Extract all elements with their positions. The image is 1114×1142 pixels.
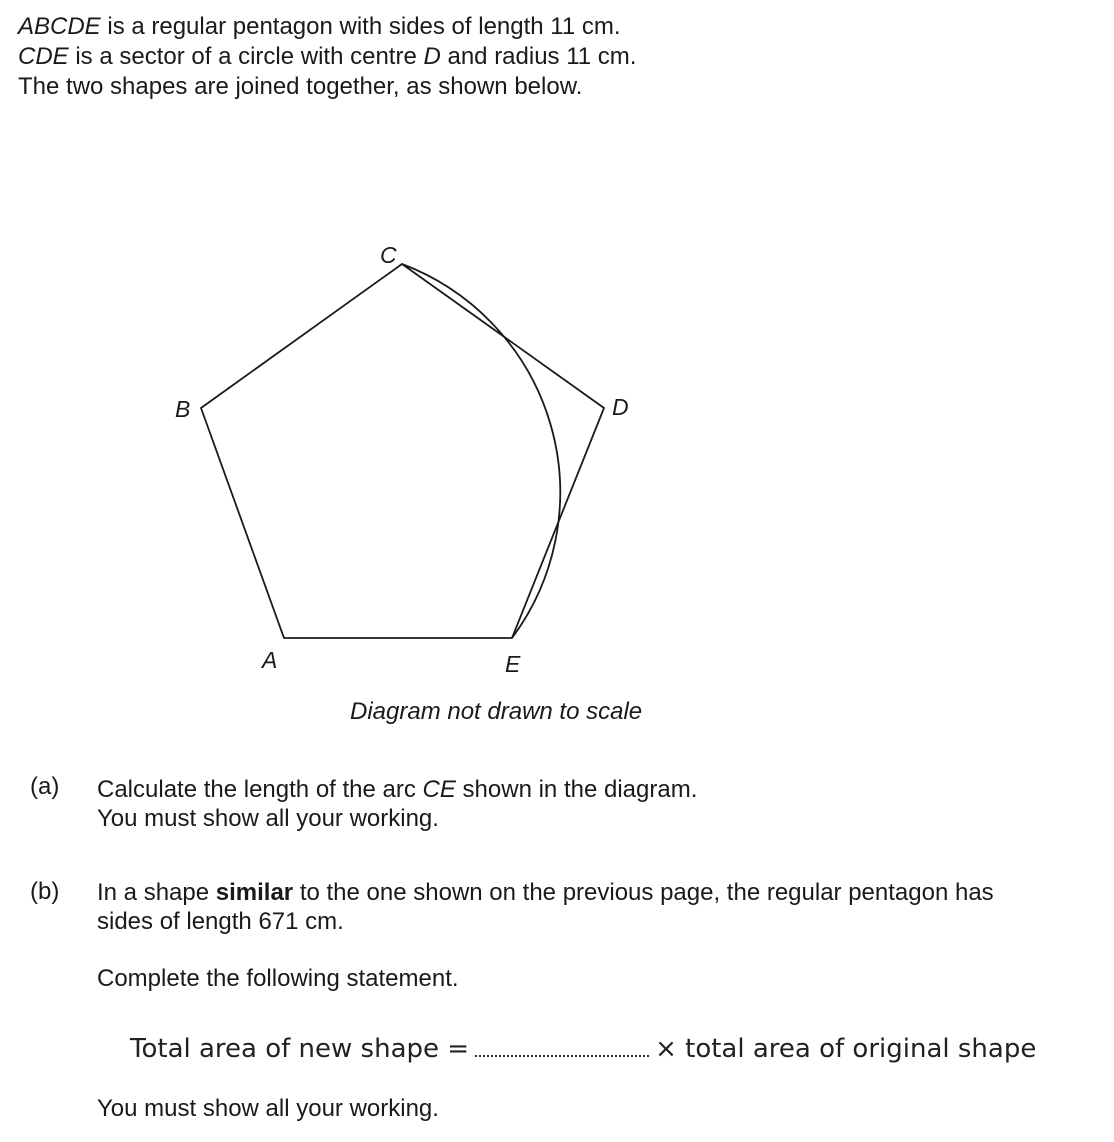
part-b-label: (b)	[30, 878, 60, 905]
vertex-label-e: E	[505, 651, 521, 677]
vertex-label-b: B	[175, 396, 191, 422]
part-a-line-2: You must show all your working.	[97, 805, 439, 832]
statement-right: × total area of original shape	[655, 1034, 1037, 1064]
vertex-label-c: C	[380, 242, 397, 268]
part-b-instruction: Complete the following statement.	[97, 965, 459, 992]
part-b-line-2: sides of length 671 cm.	[97, 908, 344, 935]
intro-line-3: The two shapes are joined together, as shown below.	[18, 73, 583, 100]
vertex-label-d: D	[612, 394, 629, 420]
part-a-text	[97, 775, 697, 833]
intro-line-1: ABCDE is a regular pentagon with sides of length 11 cm.	[18, 13, 621, 40]
intro-line-2: CDE is a sector of a circle with centre D and radius 11 cm.	[18, 43, 637, 70]
diagram-caption: Diagram not drawn to scale	[350, 698, 643, 725]
part-a-label: (a)	[30, 773, 60, 800]
part-b-line-1: In a shape similar to the one shown on the previous page, the regular pentagon has	[97, 879, 994, 906]
answer-blank[interactable]	[475, 1033, 649, 1057]
vertex-label-a: A	[262, 647, 278, 673]
statement-left: Total area of new shape =	[130, 1034, 470, 1064]
part-a-line-1: Calculate the length of the arc CE shown in the diagram.	[97, 776, 698, 803]
part-b-text	[97, 878, 994, 936]
part-b-working-note: You must show all your working.	[97, 1095, 439, 1122]
completion-statement	[130, 1033, 1036, 1064]
